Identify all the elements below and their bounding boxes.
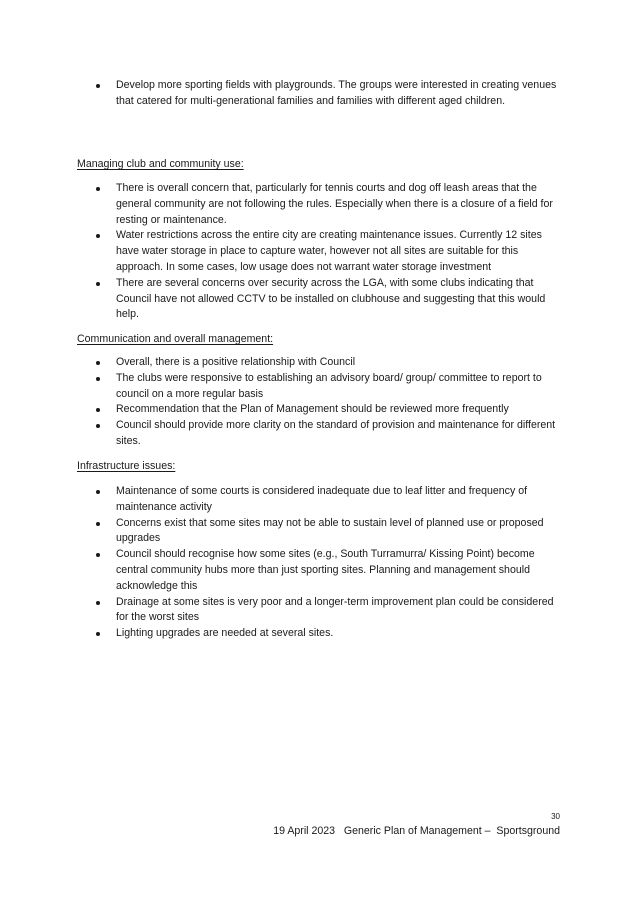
list-item: Council should provide more clarity on the standard of provision and maintenance for different sites. [0, 418, 637, 450]
list-item: Recommendation that the Plan of Management should be reviewed more frequently [0, 402, 637, 418]
list-item: The clubs were responsive to establishing an advisory board/ group/ committee to report to council on a more regular basis [0, 371, 637, 403]
footer-text: 19 April 2023 Generic Plan of Management – Sportsground [273, 825, 560, 837]
list-item: Council should recognise how some sites (e.g., South Turramurra/ Kissing Point) become central community hubs more than just sporting sites. Planning and management should acknowledge this [0, 547, 637, 594]
section-heading-managing-club: Managing club and community use: [77, 158, 244, 170]
intro-bullet-list [0, 78, 637, 110]
list-item: Drainage at some sites is very poor and a longer-term improvement plan could be considered for the worst sites [0, 595, 637, 627]
list-item: Overall, there is a positive relationship with Council [0, 355, 637, 371]
list-item: Develop more sporting fields with playgrounds. The groups were interested in creating venues that catered for multi-generational families and families with different aged children. [0, 78, 637, 110]
list-item: There is overall concern that, particularly for tennis courts and dog off leash areas that the general community are not following the rules. Especially when there is a closure of a field for resting or maintenance. [0, 181, 637, 228]
section-heading-infrastructure: Infrastructure issues: [77, 460, 176, 472]
infrastructure-bullet-list [0, 484, 637, 642]
page-number: 30 [551, 812, 560, 821]
communication-bullet-list [0, 355, 637, 450]
list-item: There are several concerns over security across the LGA, with some clubs indicating that Council have not allowed CCTV to be installed on clubhouse and suggesting that this would help. [0, 276, 637, 323]
list-item: Lighting upgrades are needed at several sites. [0, 626, 637, 642]
section-heading-communication: Communication and overall management: [77, 333, 274, 345]
list-item: Maintenance of some courts is considered inadequate due to leaf litter and frequency of maintenance activity [0, 484, 637, 516]
list-item: Concerns exist that some sites may not be able to sustain level of planned use or proposed upgrades [0, 516, 637, 548]
list-item: Water restrictions across the entire city are creating maintenance issues. Currently 12 sites have water storage in place to capture water, however not all sites are suitable for this approach. In some cases, low usage does not warrant water storage investment [0, 228, 637, 275]
managing-club-bullet-list [0, 181, 637, 323]
